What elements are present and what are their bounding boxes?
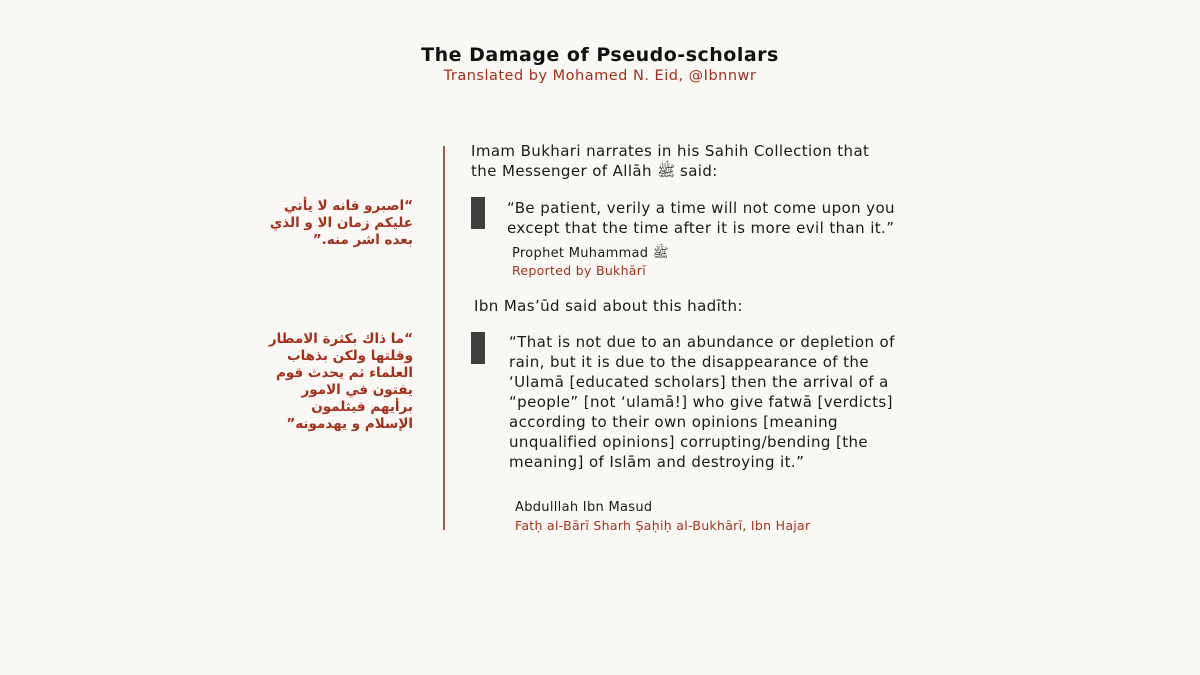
quote-author-2: Abdulllah Ibn Masud — [515, 500, 653, 515]
quote-text-1: “Be patient, verily a time will not come upon you except that the time after it is more evil than it.” — [507, 199, 895, 237]
quote-source-2: Fatḥ al-Bārī Sharh Ṣaḥiḥ al-Bukhārī, Ibn Hajar — [515, 518, 811, 533]
quote-bar-1 — [471, 197, 485, 229]
quote-bar-2 — [471, 332, 485, 364]
quote-author-1: Prophet Muhammad ﷺ — [512, 246, 669, 261]
page-subtitle: Translated by Mohamed N. Eid, @Ibnnwr — [443, 68, 757, 84]
quote-source-1: Reported by Bukhārī — [512, 263, 646, 278]
quote-text-2: “That is not due to an abundance or depletion of rain, but it is due to the disappearance of the ‘Ulamā [educated scholars] then the arrival of a “people” [not ‘ulamā!] who give fatwā [verdicts] according to their own opinions [meaning unqualified opinions] corrupting/bending [the meaning] of Islām and destroying it.” — [509, 333, 895, 471]
arabic-quote-2: “ما ذاك بكثرة الامطار وقلتها ولكن بذهاب العلماء ثم يحدث قوم يفتون في الامور برأيهم فيثلمون الإسلام و يهدمونه” — [268, 331, 413, 432]
vertical-divider — [443, 146, 445, 530]
intro-paragraph-2: Ibn Mas’ūd said about this hadīth: — [474, 297, 743, 315]
intro-paragraph-1: Imam Bukhari narrates in his Sahih Collection that the Messenger of Allāh ﷺ said: — [471, 142, 870, 180]
arabic-quote-1: “اصبرو فانه لا يأتي عليكم زمان الا و الذي بعده اشر منه.” — [269, 198, 413, 248]
page-title: The Damage of Pseudo-scholars — [421, 44, 779, 66]
